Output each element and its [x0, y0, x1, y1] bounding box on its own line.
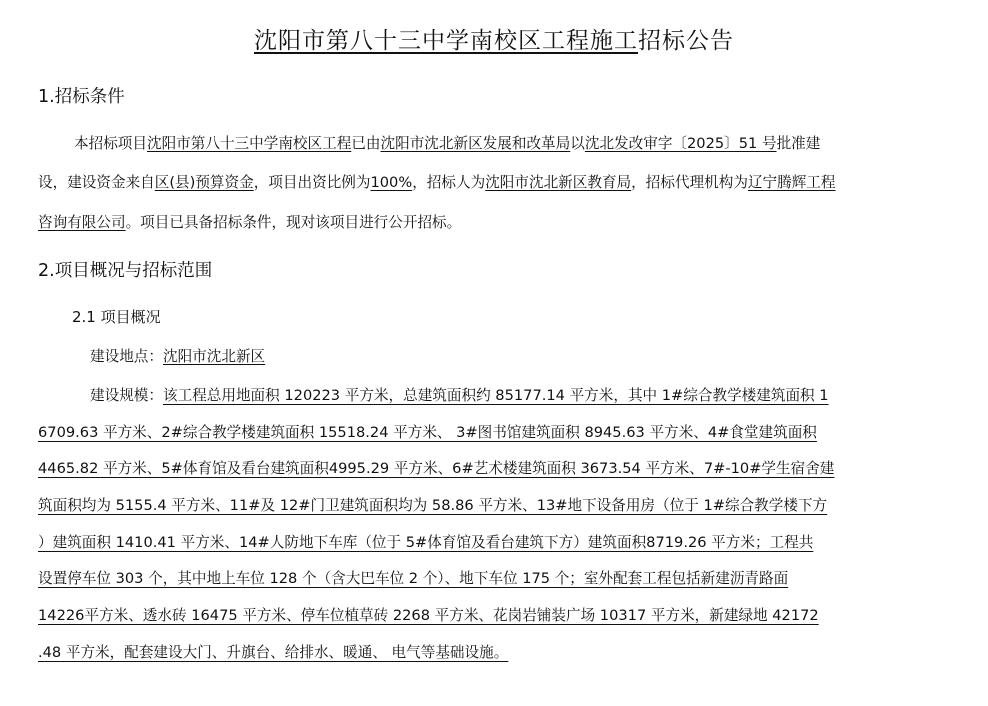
- text-run: ，招标代理机构为: [631, 174, 748, 191]
- page-title: [0, 24, 988, 58]
- text-run: ，项目出资比例为: [253, 174, 371, 191]
- text-run: ，招标人为: [412, 174, 486, 191]
- scale-line-8: .48 平方米，配套建设大门、升旗台、给排水、暖通、 电气等基础设施。: [38, 643, 509, 661]
- text-run: 本招标项目: [74, 135, 147, 152]
- scale-line-5: ）建筑面积 1410.41 平方米、14#人防地下车库（位于 5#体育馆及看台建筑下方）建筑面积8719.26 平方米；工程共: [38, 533, 814, 551]
- scale-line-6: 设置停车位 303 个，其中地上车位 128 个（含大巴车位 2 个）、地下车位 175 个；室外配套工程包括新建沥青路面: [38, 570, 789, 588]
- location-value: 沈阳市沈北新区: [162, 348, 266, 365]
- section2-heading: 2.项目概况与招标范围: [38, 261, 213, 281]
- scale-line-1: [38, 384, 948, 421]
- text-run: 已由: [351, 135, 381, 152]
- underlined-field: 沈阳市第八十三中学南校区工程: [146, 135, 352, 152]
- scale-text-1: 该工程总用地面积 120223 平方米，总建筑面积约 85177.14 平方米，其中 1#综合教学楼建筑面积 1: [162, 387, 829, 404]
- location-label: 建设地点：: [90, 348, 163, 365]
- scale-line-3: 4465.82 平方米、5#体育馆及看台建筑面积4995.29 平方米、6#艺术楼建筑面积 3673.54 平方米、7#-10#学生宿舍建: [38, 460, 835, 478]
- underlined-field: 100%: [370, 174, 413, 191]
- underlined-field: 区(县)预算资金: [154, 174, 254, 191]
- scale-line-2: 6709.63 平方米、2#综合教学楼建筑面积 15518.24 平方米、 3#图书馆建筑面积 8945.63 平方米、4#食堂建筑面积: [38, 423, 817, 441]
- scale-line-4: 筑面积均为 5155.4 平方米、11#及 12#门卫建筑面积均为 58.86 平方米、13#地下设备用房（位于 1#综合教学楼下方: [38, 497, 828, 515]
- section1-line2: [38, 171, 944, 195]
- text-run: 批准建: [776, 135, 821, 152]
- construction-scale: [38, 384, 948, 678]
- text-run: 设，建设资金来自: [38, 174, 155, 191]
- scale-label: 建设规模：: [90, 387, 163, 404]
- title-project-name: 沈阳市第八十三中学南校区工程施工: [254, 28, 638, 54]
- title-suffix: 招标公告: [638, 28, 734, 54]
- construction-location: [38, 345, 940, 369]
- section1-line3: [38, 211, 944, 235]
- scale-line-7: 14226平方米、透水砖 16475 平方米、停车位植草砖 2268 平方米、花岗岩铺装广场 10317 平方米，新建绿地 42172: [38, 607, 819, 625]
- underlined-field: 咨询有限公司: [38, 214, 126, 231]
- text-run: 以: [570, 135, 585, 152]
- section1-heading: 1.招标条件: [38, 87, 125, 107]
- subsection-2-1-heading: 2.1 项目概况: [72, 308, 161, 326]
- underlined-field: 沈阳市沈北新区教育局: [485, 174, 632, 191]
- underlined-field: 沈北发改审字〔2025〕51 号: [584, 135, 777, 152]
- underlined-field: 辽宁腾辉工程: [747, 174, 836, 191]
- underlined-field: 沈阳市沈北新区发展和改革局: [380, 135, 571, 152]
- text-run: 。项目已具备招标条件，现对该项目进行公开招标。: [125, 214, 462, 231]
- section1-line1: [38, 132, 944, 156]
